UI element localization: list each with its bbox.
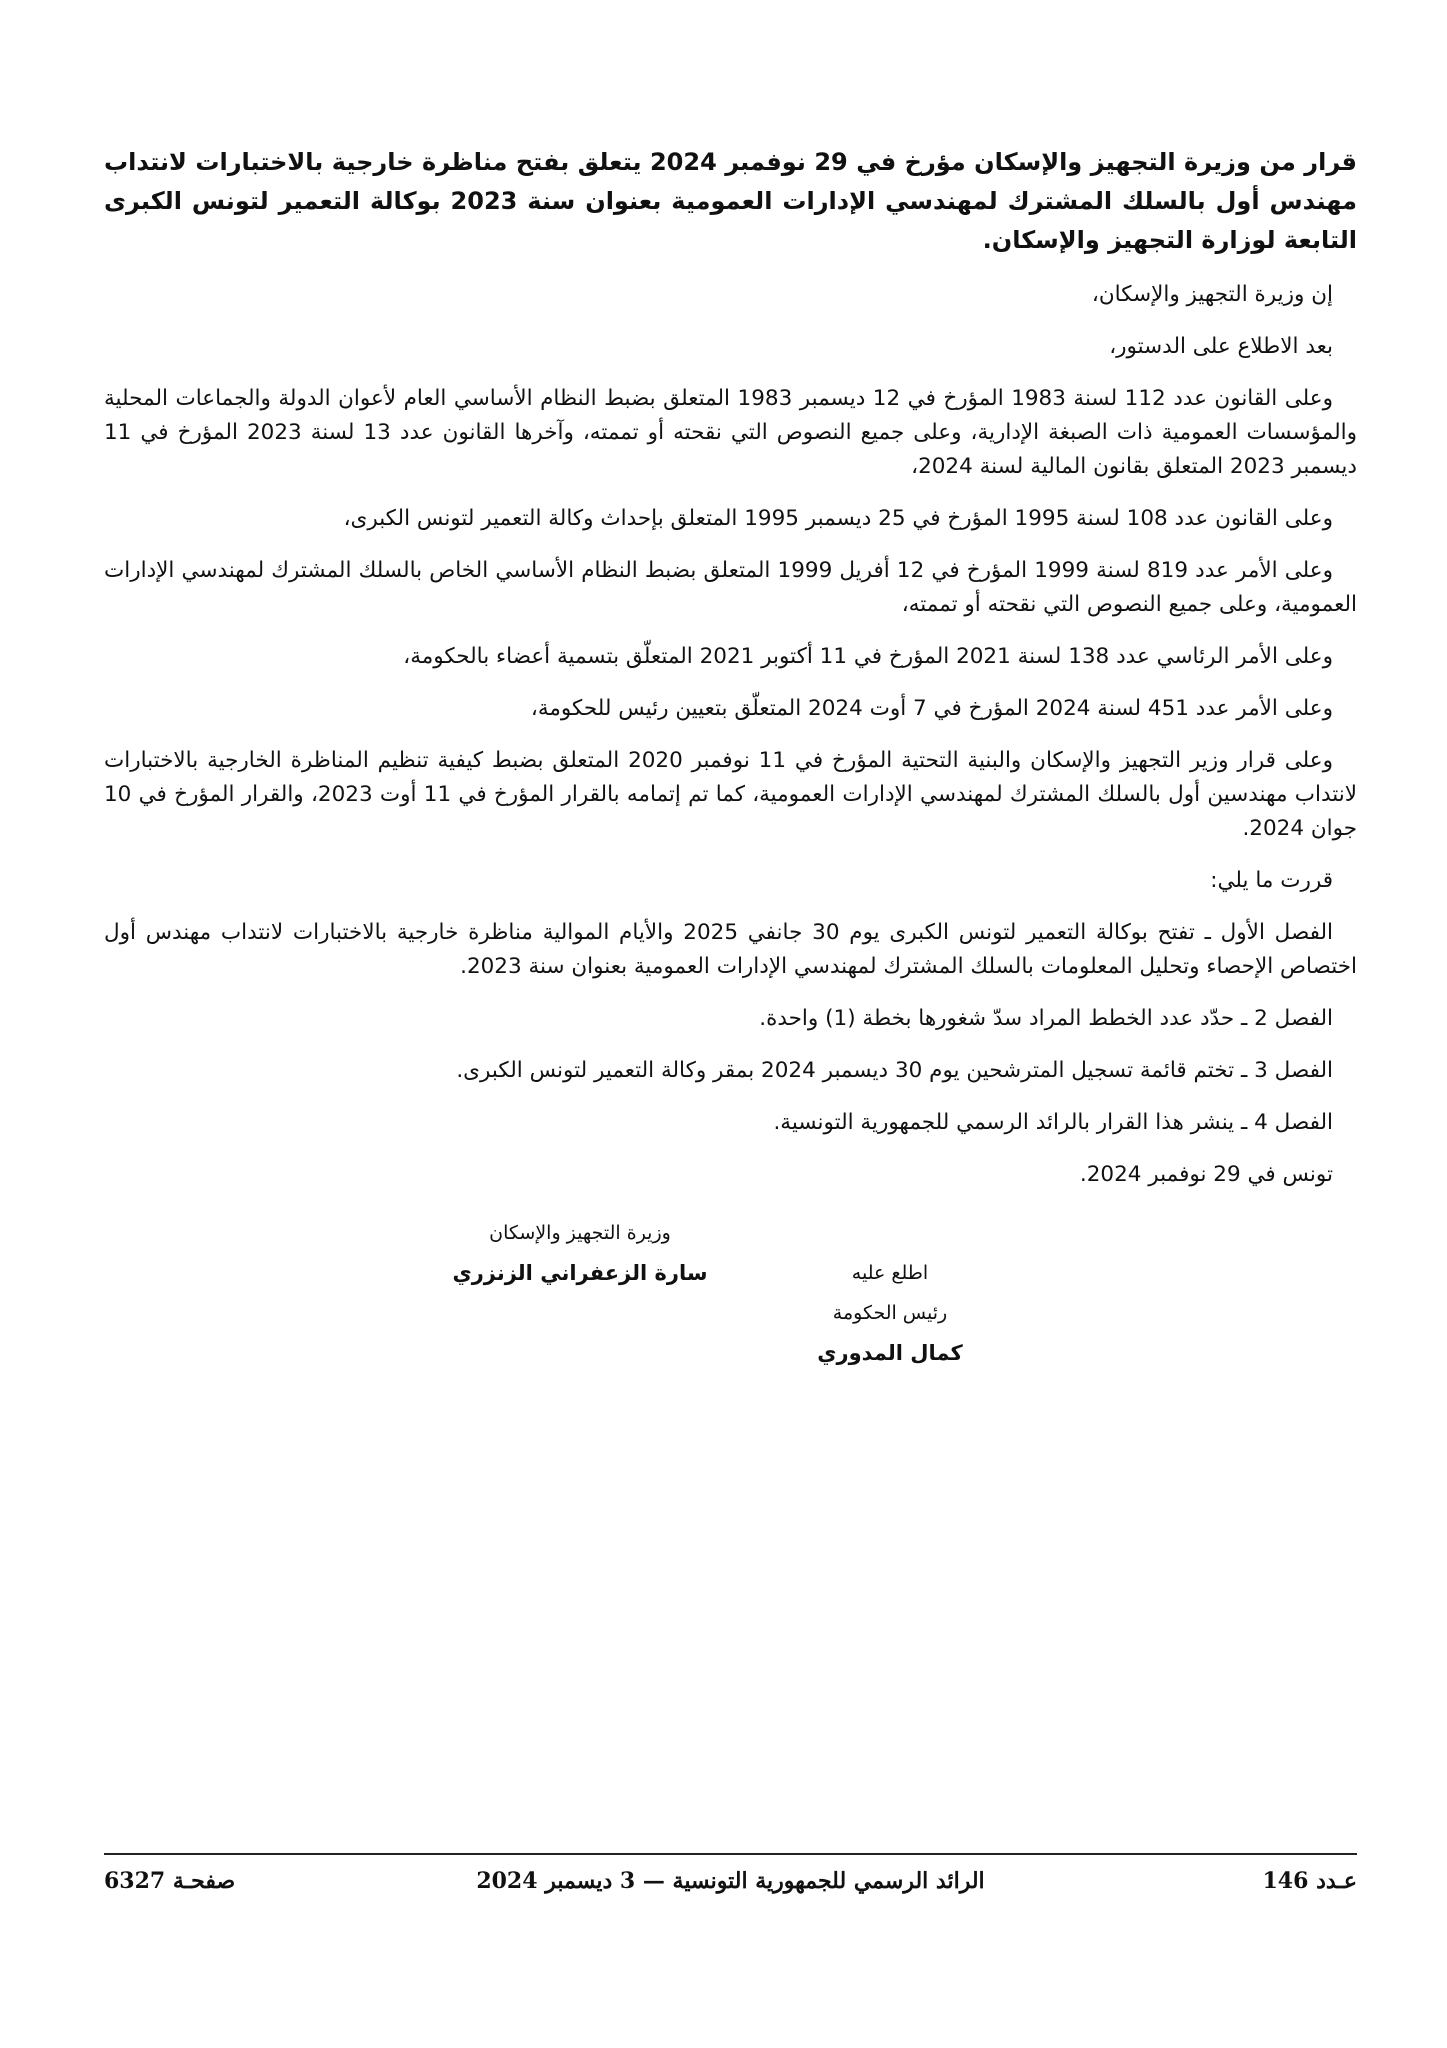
minister-title: وزيرة التجهيز والإسكان	[489, 1222, 671, 1244]
pm-name: كمال المدوري	[817, 1341, 963, 1365]
article-3: الفصل 3 ـ تختم قائمة تسجيل المترشحين يوم 30 ديسمبر 2024 بمقر وكالة التعمير لتونس الكبرى.	[456, 1058, 1333, 1083]
preamble-decree-138-2021: وعلى الأمر الرئاسي عدد 138 لسنة 2021 المؤرخ في 11 أكتوبر 2021 المتعلّق بتسمية أعضاء بالحكومة،	[403, 644, 1333, 669]
footer-divider	[104, 1853, 1357, 1855]
preamble-law-108-1995: وعلى القانون عدد 108 لسنة 1995 المؤرخ في 25 ديسمبر 1995 المتعلق بإحداث وكالة التعمير لتونس الكبرى،	[343, 506, 1333, 531]
gazette-title-date: الرائد الرسمي للجمهورية التونسية — 3 ديسمبر 2024	[476, 1868, 985, 1894]
pm-title: رئيس الحكومة	[832, 1302, 948, 1324]
decision-title: قرار من وزيرة التجهيز والإسكان مؤرخ في 29 نوفمبر 2024 يتعلق بفتح مناظرة خارجية بالاختبارات لانتداب مهندس أول بالسلك المشترك لمهندسي الإدارات العمومية بعنوان سنة 2023 بوكالة التعمير لتونس الكبرى التابعة لوزارة التجهيز والإسكان.	[104, 148, 1357, 254]
preamble-order-2020: وعلى قرار وزير التجهيز والإسكان والبنية التحتية المؤرخ في 11 نوفمبر 2020 المتعلق بضبط كيفية تنظيم المناظرة الخارجية بالاختبارات لانتداب مهندسين أول بالسلك المشترك لمهندسي الإدارات العمومية، كما تم إتمامه بالقرار المؤرخ في 11 أوت 2023، والقرار المؤرخ في 10 جوان 2024.	[104, 748, 1357, 841]
prime-minister-signature	[790, 1253, 990, 1373]
page-number: صفحـة 6327	[104, 1868, 236, 1894]
place-date: تونس في 29 نوفمبر 2024.	[1079, 1162, 1333, 1187]
minister-signature	[440, 1213, 720, 1293]
article-4: الفصل 4 ـ ينشر هذا القرار بالرائد الرسمي للجمهورية التونسية.	[773, 1110, 1333, 1135]
preamble-decree-819-1999: وعلى الأمر عدد 819 لسنة 1999 المؤرخ في 12 أفريل 1999 المتعلق بضبط النظام الأساسي الخاص بالسلك المشترك لمهندسي الإدارات العمومية، وعلى جميع النصوص التي نقحته أو تممته،	[104, 558, 1357, 617]
seen-label: اطلع عليه	[851, 1262, 929, 1284]
document-body	[104, 143, 1357, 1210]
page-footer	[104, 1868, 1357, 1908]
preamble-decree-451-2024: وعلى الأمر عدد 451 لسنة 2024 المؤرخ في 7 أوت 2024 المتعلّق بتعيين رئيس للحكومة،	[530, 696, 1333, 721]
decides-heading: قررت ما يلي:	[1210, 868, 1333, 893]
issue-number: عـدد 146	[1262, 1868, 1357, 1894]
article-1: الفصل الأول ـ تفتح بوكالة التعمير لتونس الكبرى يوم 30 جانفي 2025 والأيام الموالية مناظرة خارجية بالاختبارات لانتداب مهندس أول اختصاص الإحصاء وتحليل المعلومات بالسلك المشترك لمهندسي الإدارات العمومية بعنوان سنة 2023.	[104, 920, 1357, 979]
preamble-constitution: بعد الاطلاع على الدستور،	[1109, 334, 1333, 359]
article-2: الفصل 2 ـ حدّد عدد الخطط المراد سدّ شغورها بخطة (1) واحدة.	[759, 1006, 1333, 1031]
minister-name: سارة الزعفراني الزنزري	[452, 1261, 708, 1285]
preamble-law-112-1983: وعلى القانون عدد 112 لسنة 1983 المؤرخ في 12 ديسمبر 1983 المتعلق بضبط النظام الأساسي العام لأعوان الدولة والجماعات المحلية والمؤسسات العمومية ذات الصبغة الإدارية، وعلى جميع النصوص التي نقحته أو تممته، وآخرها القانون عدد 13 لسنة 2023 المؤرخ في 11 ديسمبر 2023 المتعلق بقانون المالية لسنة 2024،	[104, 386, 1357, 479]
preamble-minister: إن وزيرة التجهيز والإسكان،	[1091, 282, 1333, 307]
